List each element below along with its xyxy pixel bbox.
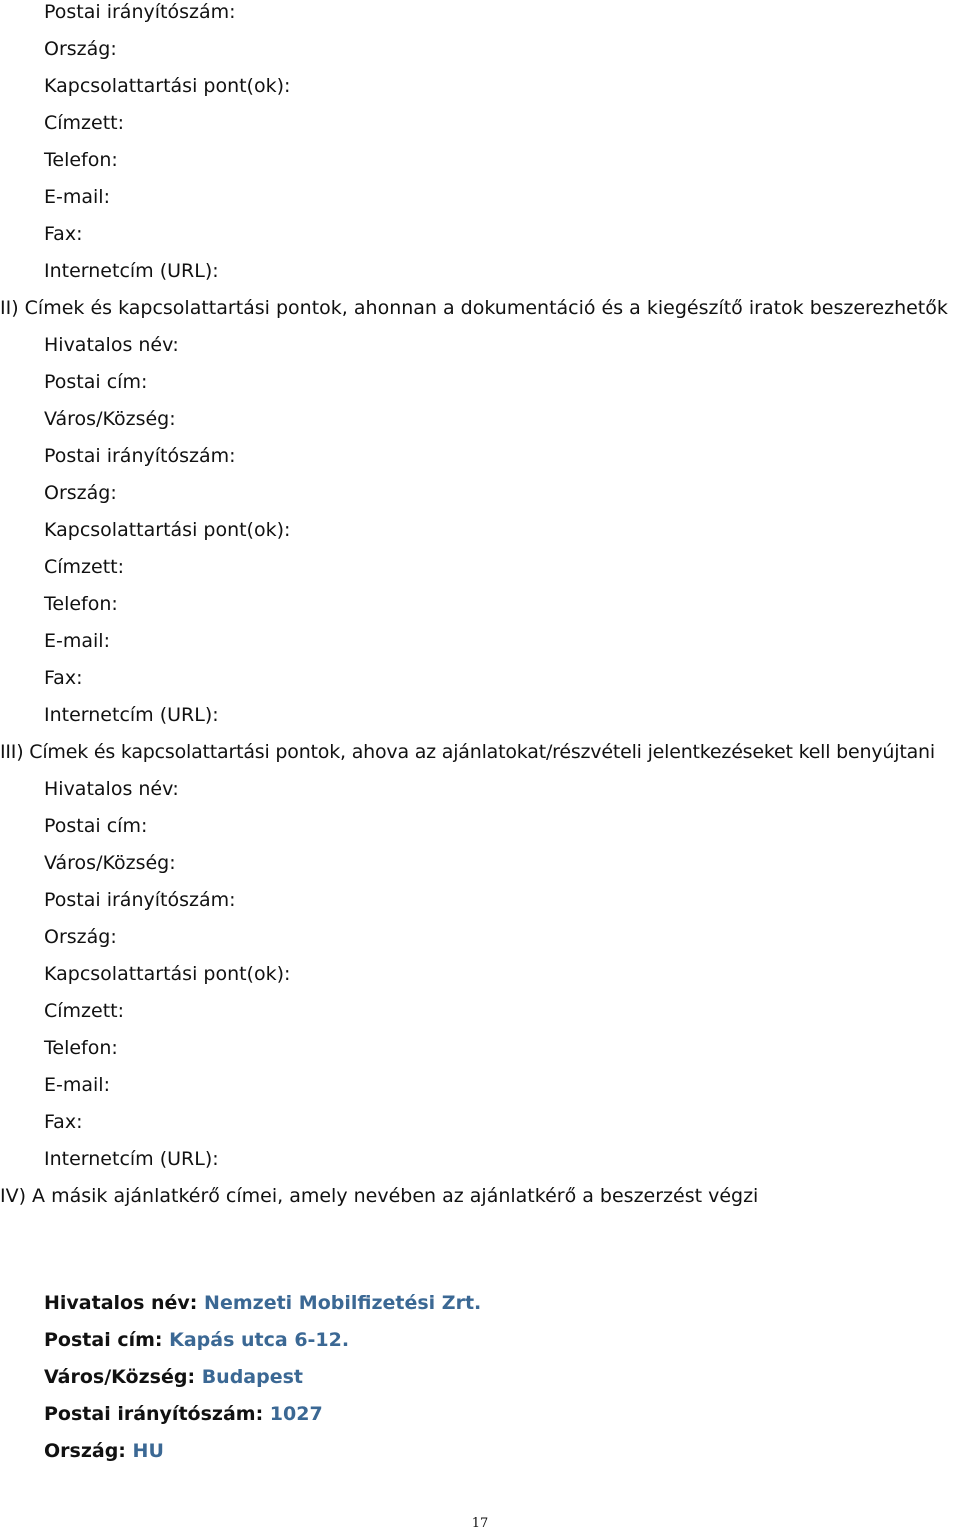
field-addressee-label: Címzett: <box>44 556 125 578</box>
entry-official-name <box>44 1291 481 1315</box>
field-contact-points-label: Kapcsolattartási pont(ok): <box>44 963 291 985</box>
field-phone-label: Telefon: <box>44 149 118 171</box>
entry-postal-address <box>44 1328 349 1352</box>
field-url-label: Internetcím (URL): <box>44 704 219 726</box>
field-contact-points-label: Kapcsolattartási pont(ok): <box>44 75 291 97</box>
field-url-label: Internetcím (URL): <box>44 1148 219 1170</box>
entry-postal-code-label: Postai irányítószám: <box>44 1403 264 1425</box>
field-official-name-label: Hivatalos név: <box>44 778 179 800</box>
field-url-label: Internetcím (URL): <box>44 260 219 282</box>
field-fax-label: Fax: <box>44 667 83 689</box>
field-country-label: Ország: <box>44 482 117 504</box>
entry-country-label: Ország: <box>44 1440 126 1462</box>
field-country-label: Ország: <box>44 926 117 948</box>
field-postal-code-label: Postai irányítószám: <box>44 1 236 23</box>
field-phone-label: Telefon: <box>44 593 118 615</box>
field-city-label: Város/Község: <box>44 852 176 874</box>
entry-postal-code <box>44 1402 323 1426</box>
field-country-label: Ország: <box>44 38 117 60</box>
field-postal-address-label: Postai cím: <box>44 371 148 393</box>
field-addressee-label: Címzett: <box>44 112 125 134</box>
field-city-label: Város/Község: <box>44 408 176 430</box>
entry-city-label: Város/Község: <box>44 1366 196 1388</box>
entry-postal-address-value: Kapás utca 6-12. <box>169 1329 350 1351</box>
page-number: 17 <box>471 1516 489 1531</box>
entry-city-value: Budapest <box>201 1366 303 1388</box>
section-iv-heading: IV) A másik ajánlatkérő címei, amely nevében az ajánlatkérő a beszerzést végzi <box>0 1185 759 1207</box>
entry-city <box>44 1365 303 1389</box>
field-fax-label: Fax: <box>44 1111 83 1133</box>
field-fax-label: Fax: <box>44 223 83 245</box>
entry-official-name-value: Nemzeti Mobilfizetési Zrt. <box>204 1292 482 1314</box>
field-contact-points-label: Kapcsolattartási pont(ok): <box>44 519 291 541</box>
entry-postal-address-label: Postai cím: <box>44 1329 163 1351</box>
field-email-label: E-mail: <box>44 186 110 208</box>
section-iii-heading: III) Címek és kapcsolattartási pontok, ahova az ajánlatokat/részvételi jelentkezéseket kell benyújtani <box>0 741 935 763</box>
entry-country <box>44 1439 164 1463</box>
entry-official-name-label: Hivatalos név: <box>44 1292 198 1314</box>
field-postal-code-label: Postai irányítószám: <box>44 445 236 467</box>
entry-country-value: HU <box>132 1440 164 1462</box>
field-phone-label: Telefon: <box>44 1037 118 1059</box>
field-addressee-label: Címzett: <box>44 1000 125 1022</box>
section-ii-heading: II) Címek és kapcsolattartási pontok, ahonnan a dokumentáció és a kiegészítő iratok beszerezhetők <box>0 297 948 319</box>
field-postal-address-label: Postai cím: <box>44 815 148 837</box>
field-postal-code-label: Postai irányítószám: <box>44 889 236 911</box>
field-email-label: E-mail: <box>44 1074 110 1096</box>
field-official-name-label: Hivatalos név: <box>44 334 179 356</box>
entry-postal-code-value: 1027 <box>269 1403 323 1425</box>
field-email-label: E-mail: <box>44 630 110 652</box>
